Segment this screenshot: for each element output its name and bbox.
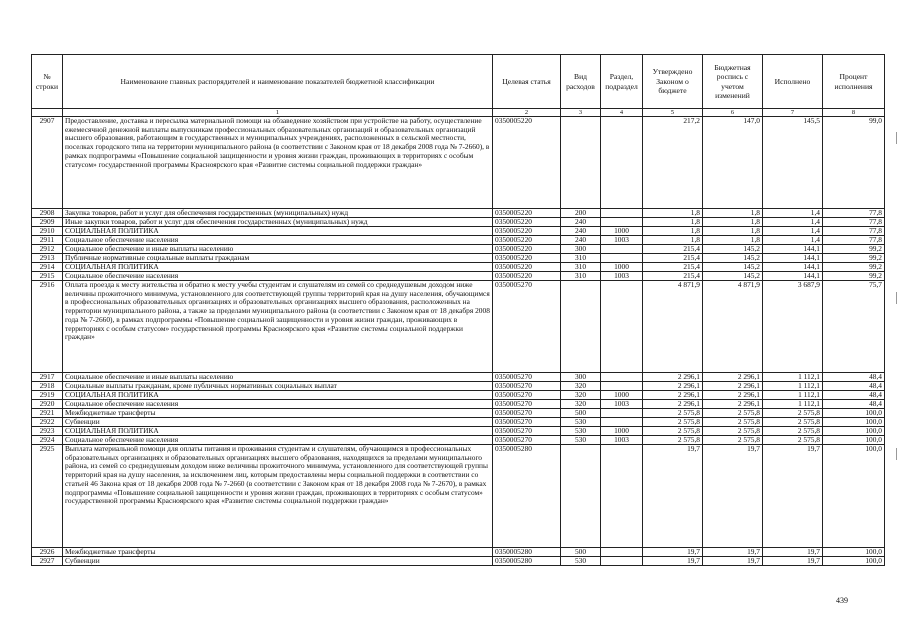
- table-body: [32, 117, 885, 566]
- approved-amount: 19,7: [643, 548, 703, 557]
- budget-list-amount: 2 575,8: [703, 427, 763, 436]
- target-article: 0350005270: [493, 418, 561, 427]
- execution-percent: 48,4: [823, 391, 885, 400]
- indicator-name: Социальное обеспечение населения: [63, 436, 493, 445]
- executed-amount: 1,4: [763, 218, 823, 227]
- target-article: 0350005280: [493, 557, 561, 566]
- row-number: 2915: [32, 272, 63, 281]
- target-article: 0350005270: [493, 400, 561, 409]
- column-index: 7: [763, 109, 823, 117]
- section-code: [601, 281, 643, 373]
- header-row-no: № строки: [32, 55, 63, 109]
- header-expense-type: Вид расходов: [561, 55, 601, 109]
- approved-amount: 215,4: [643, 263, 703, 272]
- executed-amount: 145,5: [763, 117, 823, 209]
- table-row: [32, 548, 885, 557]
- expense-type: [561, 445, 601, 548]
- executed-amount: 1,4: [763, 236, 823, 245]
- indicator-name: Иные закупки товаров, работ и услуг для обеспечения государственных (муниципальных) нужд: [63, 218, 493, 227]
- table-row: [32, 236, 885, 245]
- target-article: 0350005220: [493, 117, 561, 209]
- section-code: [601, 548, 643, 557]
- target-article: 0350005220: [493, 218, 561, 227]
- expense-type: 300: [561, 245, 601, 254]
- execution-percent: 48,4: [823, 382, 885, 391]
- section-code: 1003: [601, 436, 643, 445]
- approved-amount: 2 296,1: [643, 373, 703, 382]
- budget-list-amount: 4 871,9: [703, 281, 763, 373]
- approved-amount: 2 296,1: [643, 391, 703, 400]
- section-code: [601, 373, 643, 382]
- budget-list-amount: 19,7: [703, 445, 763, 548]
- target-article: 0350005280: [493, 548, 561, 557]
- table-row: [32, 427, 885, 436]
- table-row: [32, 557, 885, 566]
- row-number: 2923: [32, 427, 63, 436]
- section-code: [601, 445, 643, 548]
- page-number: 439: [836, 596, 848, 605]
- execution-percent: 77,8: [823, 218, 885, 227]
- budget-list-amount: 2 575,8: [703, 409, 763, 418]
- executed-amount: 144,1: [763, 263, 823, 272]
- section-code: [601, 117, 643, 209]
- target-article: 0350005270: [493, 436, 561, 445]
- expense-type: 310: [561, 254, 601, 263]
- executed-amount: 2 575,8: [763, 418, 823, 427]
- approved-amount: 2 575,8: [643, 409, 703, 418]
- section-code: 1000: [601, 263, 643, 272]
- row-number: 2913: [32, 254, 63, 263]
- indicator-name: СОЦИАЛЬНАЯ ПОЛИТИКА: [63, 391, 493, 400]
- expense-type: [561, 117, 601, 209]
- approved-amount: 215,4: [643, 272, 703, 281]
- indicator-name: Закупка товаров, работ и услуг для обеспечения государственных (муниципальных) нужд: [63, 209, 493, 218]
- section-code: [601, 382, 643, 391]
- table-row: [32, 400, 885, 409]
- row-number: 2911: [32, 236, 63, 245]
- section-code: [601, 254, 643, 263]
- section-code: [601, 209, 643, 218]
- indicator-name: Социальное обеспечение населения: [63, 236, 493, 245]
- indicator-name: Социальное обеспечение и иные выплаты населению: [63, 373, 493, 382]
- execution-percent: 75,7: [823, 281, 885, 373]
- executed-amount: 1 112,1: [763, 391, 823, 400]
- execution-percent: 77,8: [823, 209, 885, 218]
- execution-percent: 99,2: [823, 254, 885, 263]
- approved-amount: 1,8: [643, 218, 703, 227]
- executed-amount: 2 575,8: [763, 409, 823, 418]
- row-number: 2924: [32, 436, 63, 445]
- expense-type: 500: [561, 548, 601, 557]
- approved-amount: 2 296,1: [643, 400, 703, 409]
- row-number: 2922: [32, 418, 63, 427]
- expense-type: 320: [561, 382, 601, 391]
- executed-amount: 2 575,8: [763, 436, 823, 445]
- execution-percent: 48,4: [823, 400, 885, 409]
- execution-percent: 99,2: [823, 263, 885, 272]
- execution-percent: 77,8: [823, 236, 885, 245]
- budget-list-amount: 19,7: [703, 557, 763, 566]
- approved-amount: 215,4: [643, 254, 703, 263]
- execution-percent: 77,8: [823, 227, 885, 236]
- target-article: 0350005220: [493, 254, 561, 263]
- expense-type: 200: [561, 209, 601, 218]
- row-number: 2909: [32, 218, 63, 227]
- header-name: Наименование главных распорядителей и наименование показателей бюджетной классификации: [63, 55, 493, 109]
- expense-type: 320: [561, 400, 601, 409]
- row-number: 2918: [32, 382, 63, 391]
- header-executed: Исполнено: [763, 55, 823, 109]
- budget-list-amount: 145,2: [703, 263, 763, 272]
- budget-list-amount: 2 575,8: [703, 436, 763, 445]
- row-number: 2917: [32, 373, 63, 382]
- indicator-name: СОЦИАЛЬНАЯ ПОЛИТИКА: [63, 427, 493, 436]
- expense-type: 500: [561, 409, 601, 418]
- section-code: [601, 557, 643, 566]
- target-article: 0350005270: [493, 281, 561, 373]
- column-index: 2: [493, 109, 561, 117]
- section-code: 1003: [601, 236, 643, 245]
- target-article: 0350005270: [493, 409, 561, 418]
- execution-percent: 100,0: [823, 557, 885, 566]
- budget-execution-table: [31, 54, 885, 566]
- section-code: [601, 409, 643, 418]
- execution-percent: 100,0: [823, 445, 885, 548]
- column-index: 4: [601, 109, 643, 117]
- scan-mark: [896, 448, 897, 460]
- expense-type: 530: [561, 436, 601, 445]
- execution-percent: 100,0: [823, 548, 885, 557]
- section-code: [601, 245, 643, 254]
- execution-percent: 100,0: [823, 409, 885, 418]
- indicator-name: Социальное обеспечение населения: [63, 400, 493, 409]
- section-code: 1000: [601, 227, 643, 236]
- row-number: 2908: [32, 209, 63, 218]
- executed-amount: 19,7: [763, 557, 823, 566]
- executed-amount: 144,1: [763, 272, 823, 281]
- indicator-name: Социальные выплаты гражданам, кроме публичных нормативных социальных выплат: [63, 382, 493, 391]
- table-header-row: [32, 55, 885, 109]
- indicator-name: Межбюджетные трансферты: [63, 409, 493, 418]
- expense-type: 240: [561, 236, 601, 245]
- budget-list-amount: 1,8: [703, 236, 763, 245]
- table-row: [32, 227, 885, 236]
- target-article: 0350005270: [493, 427, 561, 436]
- budget-list-amount: 1,8: [703, 209, 763, 218]
- budget-list-amount: 145,2: [703, 254, 763, 263]
- execution-percent: 100,0: [823, 436, 885, 445]
- target-article: 0350005270: [493, 373, 561, 382]
- indicator-name: Субвенции: [63, 557, 493, 566]
- section-code: 1000: [601, 427, 643, 436]
- table-row: [32, 409, 885, 418]
- column-index-empty: [32, 109, 63, 117]
- row-number: 2919: [32, 391, 63, 400]
- indicator-name: Выплата материальной помощи для оплаты питания и проживания студентам и слушателям, обучающимся в профессиональных образовательных организациях и образовательных организациях высшего образования, находящихся за пределами муниципального района, из семей со среднедушевым доходом ниже величины прожиточного минимума, установленного для соответствующей группы территорий края на душу населения, за исключением лиц, которым предоставлены меры социальной поддержки в соответствии со статьей 46 Закона края от 18 декабря 2008 года № 7-2660 (в соответствии с Законом края от 18 декабря 2008 года № 7-2670), в рамках подпрограммы «Повышение социальной защищенности и уровня жизни граждан, проживающих в территориях с особым статусом» государственной программы Красноярского края «Развитие системы социальной поддержки граждан»: [63, 445, 493, 548]
- executed-amount: 1 112,1: [763, 382, 823, 391]
- expense-type: 300: [561, 373, 601, 382]
- budget-list-amount: 2 296,1: [703, 400, 763, 409]
- indicator-name: Межбюджетные трансферты: [63, 548, 493, 557]
- indicator-name: Оплата проезда к месту жительства и обратно к месту учебы студентам и слушателям из семей со среднедушевым доходом ниже величины прожиточного минимума, установленного для соответствующей группы территорий края на душу населения, обучающимся в профессиональных образовательных организациях и образовательных организациях высшего образования, расположенных на территории муниципального района, а также за пределами муниципального района (в соответствии с Законом края от 18 декабря 2008 года № 7-2660), в рамках подпрограммы «Повышение социальной защищенности и уровня жизни граждан, проживающих в территориях с особым статусом» государственной программы Красноярского края «Развитие системы социальной поддержки граждан»: [63, 281, 493, 373]
- row-number: 2920: [32, 400, 63, 409]
- expense-type: 310: [561, 263, 601, 272]
- table-row: [32, 418, 885, 427]
- table-row: [32, 272, 885, 281]
- table-row: [32, 254, 885, 263]
- table-row: [32, 281, 885, 373]
- budget-list-amount: 19,7: [703, 548, 763, 557]
- target-article: 0350005270: [493, 382, 561, 391]
- indicator-name: Социальное обеспечение и иные выплаты населению: [63, 245, 493, 254]
- header-budget-list: Бюджетная роспись с учетом изменений: [703, 55, 763, 109]
- budget-list-amount: 2 296,1: [703, 391, 763, 400]
- expense-type: 530: [561, 427, 601, 436]
- header-target: Целевая статья: [493, 55, 561, 109]
- target-article: 0350005220: [493, 263, 561, 272]
- target-article: 0350005220: [493, 236, 561, 245]
- approved-amount: 4 871,9: [643, 281, 703, 373]
- approved-amount: 19,7: [643, 445, 703, 548]
- expense-type: 530: [561, 418, 601, 427]
- approved-amount: 217,2: [643, 117, 703, 209]
- budget-list-amount: 2 575,8: [703, 418, 763, 427]
- approved-amount: 1,8: [643, 227, 703, 236]
- row-number: 2927: [32, 557, 63, 566]
- indicator-name: Публичные нормативные социальные выплаты гражданам: [63, 254, 493, 263]
- indicator-name: Предоставление, доставка и пересылка материальной помощи на обзаведение хозяйством при устройстве на работу, осуществление ежемесячной денежной выплаты выпускникам профессиональных образовательных организаций и образовательных организаций высшего образования, работающим в государственных и муниципальных учреждениях, расположенных в сельской местности, поселках городского типа на территории муниципального района (в соответствии с Законом края от 18 декабря 2008 года № 7-2660), в рамках подпрограммы «Повышение социальной защищенности и уровня жизни граждан, проживающих в территориях с особым статусом» государственной программы Красноярского края «Развитие системы социальной поддержки граждан»: [63, 117, 493, 209]
- column-index: 8: [823, 109, 885, 117]
- table-row: [32, 391, 885, 400]
- row-number: 2925: [32, 445, 63, 548]
- approved-amount: 19,7: [643, 557, 703, 566]
- column-index: 6: [703, 109, 763, 117]
- executed-amount: 1 112,1: [763, 400, 823, 409]
- approved-amount: 2 575,8: [643, 418, 703, 427]
- approved-amount: 2 296,1: [643, 382, 703, 391]
- expense-type: 530: [561, 557, 601, 566]
- row-number: 2916: [32, 281, 63, 373]
- table-row: [32, 436, 885, 445]
- budget-list-amount: 2 296,1: [703, 382, 763, 391]
- column-index: 3: [561, 109, 601, 117]
- executed-amount: 1,4: [763, 227, 823, 236]
- column-index: 5: [643, 109, 703, 117]
- expense-type: 240: [561, 218, 601, 227]
- executed-amount: 19,7: [763, 548, 823, 557]
- budget-list-amount: 1,8: [703, 227, 763, 236]
- execution-percent: 99,0: [823, 117, 885, 209]
- budget-list-amount: 147,0: [703, 117, 763, 209]
- row-number: 2912: [32, 245, 63, 254]
- section-code: 1003: [601, 272, 643, 281]
- table-row: [32, 382, 885, 391]
- budget-list-amount: 145,2: [703, 272, 763, 281]
- table-row: [32, 117, 885, 209]
- execution-percent: 48,4: [823, 373, 885, 382]
- executed-amount: 19,7: [763, 445, 823, 548]
- budget-list-amount: 2 296,1: [703, 373, 763, 382]
- expense-type: 240: [561, 227, 601, 236]
- target-article: 0350005220: [493, 209, 561, 218]
- budget-list-amount: 145,2: [703, 245, 763, 254]
- scan-mark: [896, 292, 897, 304]
- target-article: 0350005220: [493, 245, 561, 254]
- expense-type: [561, 281, 601, 373]
- expense-type: 310: [561, 272, 601, 281]
- executed-amount: 3 687,9: [763, 281, 823, 373]
- approved-amount: 2 575,8: [643, 436, 703, 445]
- row-number: 2914: [32, 263, 63, 272]
- header-approved: Утверждено Законом о бюджете: [643, 55, 703, 109]
- budget-list-amount: 1,8: [703, 218, 763, 227]
- table-row: [32, 209, 885, 218]
- scan-mark: [896, 132, 897, 144]
- executed-amount: 1 112,1: [763, 373, 823, 382]
- executed-amount: 1,4: [763, 209, 823, 218]
- header-percent: Процент исполнения: [823, 55, 885, 109]
- approved-amount: 1,8: [643, 236, 703, 245]
- table-row: [32, 445, 885, 548]
- row-number: 2921: [32, 409, 63, 418]
- table-row: [32, 245, 885, 254]
- table-row: [32, 263, 885, 272]
- executed-amount: 144,1: [763, 245, 823, 254]
- execution-percent: 99,2: [823, 272, 885, 281]
- table-row: [32, 373, 885, 382]
- executed-amount: 2 575,8: [763, 427, 823, 436]
- approved-amount: 1,8: [643, 209, 703, 218]
- executed-amount: 144,1: [763, 254, 823, 263]
- indicator-name: Социальное обеспечение населения: [63, 272, 493, 281]
- execution-percent: 99,2: [823, 245, 885, 254]
- approved-amount: 215,4: [643, 245, 703, 254]
- approved-amount: 2 575,8: [643, 427, 703, 436]
- execution-percent: 100,0: [823, 418, 885, 427]
- target-article: 0350005220: [493, 272, 561, 281]
- section-code: [601, 418, 643, 427]
- section-code: 1003: [601, 400, 643, 409]
- column-index-row: [32, 109, 885, 117]
- indicator-name: СОЦИАЛЬНАЯ ПОЛИТИКА: [63, 227, 493, 236]
- execution-percent: 100,0: [823, 427, 885, 436]
- section-code: [601, 218, 643, 227]
- expense-type: 320: [561, 391, 601, 400]
- header-section: Раздел, подраздел: [601, 55, 643, 109]
- section-code: 1000: [601, 391, 643, 400]
- table-row: [32, 218, 885, 227]
- target-article: 0350005270: [493, 391, 561, 400]
- row-number: 2926: [32, 548, 63, 557]
- indicator-name: СОЦИАЛЬНАЯ ПОЛИТИКА: [63, 263, 493, 272]
- target-article: 0350005280: [493, 445, 561, 548]
- row-number: 2910: [32, 227, 63, 236]
- row-number: 2907: [32, 117, 63, 209]
- target-article: 0350005220: [493, 227, 561, 236]
- column-index: 1: [63, 109, 493, 117]
- indicator-name: Субвенции: [63, 418, 493, 427]
